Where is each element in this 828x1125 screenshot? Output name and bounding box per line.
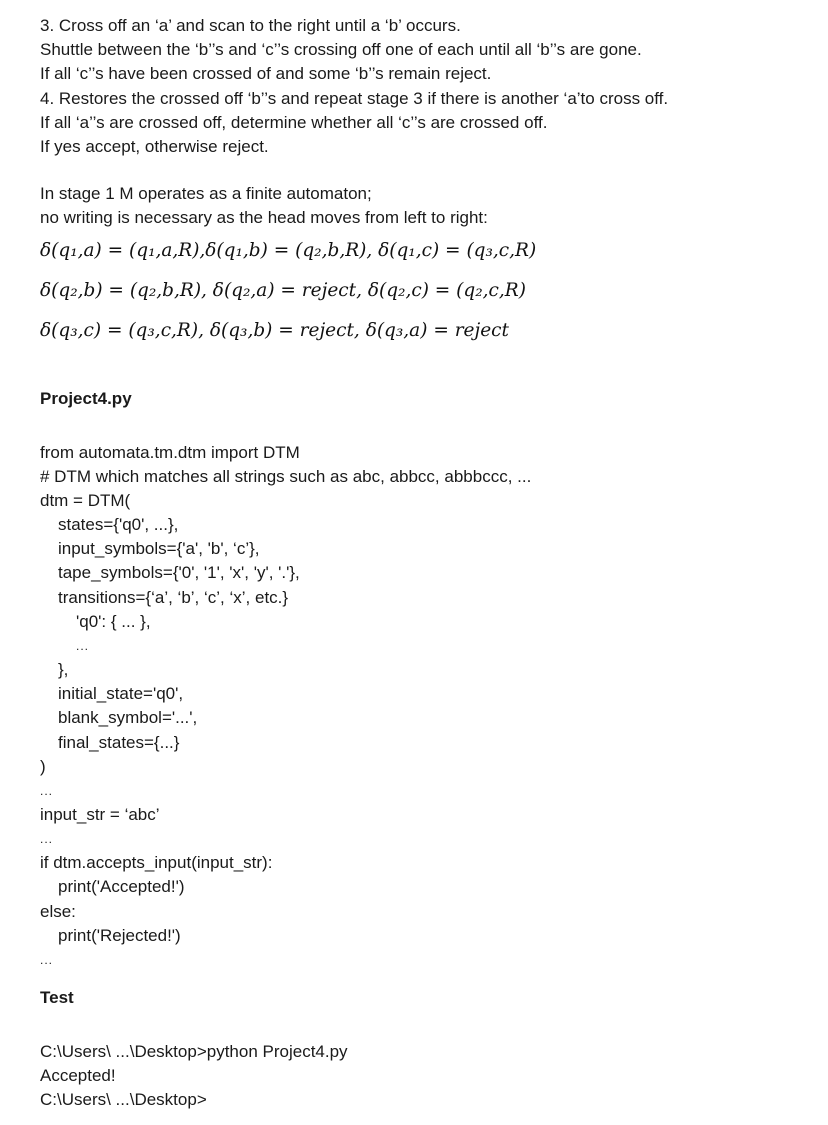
spacer	[40, 1010, 810, 1040]
code-ellipsis: ...	[40, 952, 54, 967]
code-line: 'q0': { ... },	[76, 611, 151, 631]
code-line: blank_symbol='...',	[58, 708, 198, 728]
spacer	[40, 411, 810, 441]
project-heading: Project4.py	[40, 388, 132, 408]
transition-equation: δ(q₂,b) = (q₂,b,R), δ(q₂,a) = reject, δ(q₂,c) = (q₂,c,R)	[40, 279, 526, 301]
code-ellipsis: ...	[40, 832, 54, 847]
code-line: initial_state='q0',	[58, 684, 184, 704]
stage-text-line: Shuttle between the ‘b’’s and ‘c’’s crossing off one of each until all ‘b’’s are gone.	[40, 40, 642, 60]
code-ellipsis: ...	[76, 639, 90, 653]
stage-description	[40, 14, 810, 159]
test-heading: Test	[40, 987, 74, 1007]
code-comment: # DTM which matches all strings such as abc, abbcc, abbbccc, ...	[40, 466, 532, 486]
code-ellipsis: ...	[40, 783, 54, 798]
document-page	[40, 14, 810, 1112]
spacer	[40, 349, 810, 387]
stage1-text-line: In stage 1 M operates as a finite automaton;	[40, 184, 372, 204]
stage-text-line: If all ‘c’’s have been crossed of and some ‘b’’s remain reject.	[40, 64, 492, 84]
code-line: transitions={‘a’, ‘b’, ‘c’, ‘x’, etc.}	[58, 587, 289, 607]
stage-text-line: 4. Restores the crossed off ‘b’’s and repeat stage 3 if there is another ‘a’to cross off.	[40, 88, 669, 108]
code-line: dtm = DTM(	[40, 490, 131, 510]
stage-text-line: 3. Cross off an ‘a’ and scan to the right until a ‘b’ occurs.	[40, 16, 461, 35]
code-line: final_states={...}	[58, 732, 180, 752]
console-line: C:\Users\ ...\Desktop>python Project4.py	[40, 1041, 348, 1061]
stage1-text-line: no writing is necessary as the head moves from left to right:	[40, 208, 488, 228]
code-line: print('Rejected!')	[58, 925, 181, 945]
code-line: input_symbols={'a', 'b', ‘c’},	[58, 539, 260, 559]
code-line: tape_symbols={'0', '1', 'x', 'y', '.'},	[58, 563, 300, 583]
code-line: },	[58, 660, 69, 679]
transition-equation: δ(q₃,c) = (q₃,c,R), δ(q₃,b) = reject, δ(q₃,a) = reject	[40, 319, 509, 341]
code-line: states={'q0', ...},	[58, 515, 179, 535]
code-listing	[40, 441, 810, 972]
console-line: C:\Users\ ...\Desktop>	[40, 1090, 207, 1110]
code-line: from automata.tm.dtm import DTM	[40, 442, 300, 462]
transition-equations	[40, 233, 810, 349]
stage-text-line: If yes accept, otherwise reject.	[40, 136, 269, 156]
code-line: print('Accepted!')	[58, 877, 185, 897]
code-line: )	[40, 756, 46, 776]
test-output	[40, 1040, 810, 1113]
stage1-description	[40, 182, 810, 230]
spacer	[40, 972, 810, 986]
transition-equation: δ(q₁,a) = (q₁,a,R),δ(q₁,b) = (q₂,b,R), δ(q₁,c) = (q₃,c,R)	[40, 239, 537, 261]
code-line: else:	[40, 901, 76, 921]
code-line: input_str = ‘abc’	[40, 804, 160, 824]
code-line: if dtm.accepts_input(input_str):	[40, 853, 273, 873]
console-line: Accepted!	[40, 1066, 116, 1086]
spacer	[40, 159, 810, 182]
stage-text-line: If all ‘a’’s are crossed off, determine whether all ‘c’’s are crossed off.	[40, 112, 548, 132]
